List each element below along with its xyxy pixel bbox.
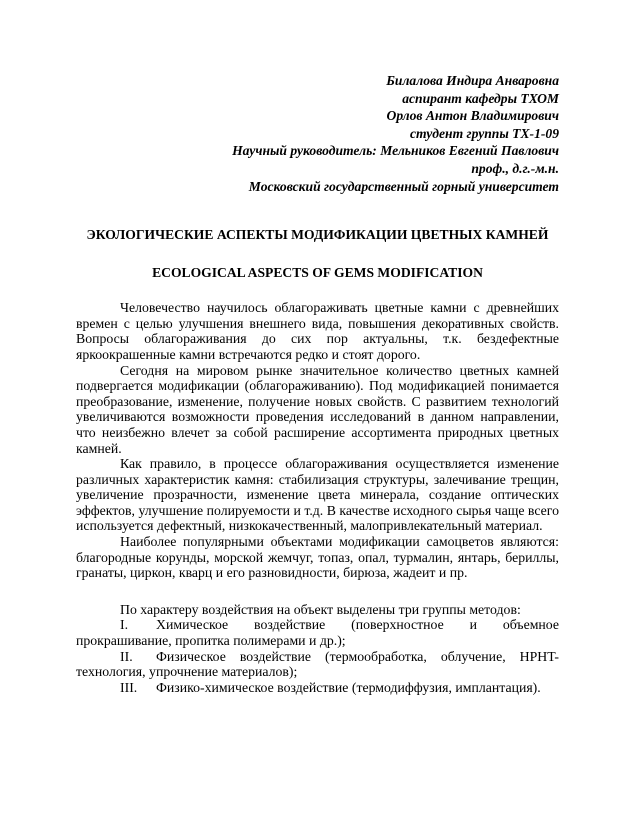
method-item — [76, 617, 559, 648]
method-item — [76, 649, 559, 680]
author-position: студент группы ТХ-1-09 — [410, 125, 559, 141]
title-russian: ЭКОЛОГИЧЕСКИЕ АСПЕКТЫ МОДИФИКАЦИИ ЦВЕТНЫХ КАМНЕЙ — [86, 227, 549, 243]
author-name: Билалова Индира Анваровна — [386, 73, 559, 88]
supervisor-name: Научный руководитель: Мельников Евгений Павлович — [232, 143, 559, 159]
method-number: II. — [120, 648, 133, 664]
author-position: аспирант кафедры ТХОМ — [402, 90, 559, 106]
title-english: ECOLOGICAL ASPECTS OF GEMS MODIFICATION — [152, 265, 483, 281]
method-number: III. — [120, 679, 138, 695]
methods-intro: По характеру воздействия на объект выделены три группы методов: — [120, 601, 521, 617]
method-text: Химическое воздействие (поверхностное и объемное прокрашивание, пропитка полимерами и др.); — [76, 617, 559, 649]
paragraph: Сегодня на мировом рынке значительное количество цветных камней подвергается модификации (облагораживанию). Под модификацией понимается преобразование, изменение, получение новых свойств. С развитием технологий увеличиваются возможности проведения исследований в данном направлении, что неизбежно влечет за собой расширение ассортимента природных цветных камней. — [76, 362, 559, 456]
paragraph-spacer — [76, 581, 559, 602]
author-name: Орлов Антон Владимирович — [386, 108, 559, 124]
method-text: Физическое воздействие (термообработка, облучение, HPHT-технология, упрочнение материалов); — [76, 648, 559, 680]
supervisor-degree: проф., д.г.-м.н. — [471, 160, 559, 176]
method-number: I. — [120, 617, 129, 633]
paragraph: Как правило, в процессе облагораживания осуществляется изменение различных характеристик камня: стабилизация структуры, залечивание трещин, увеличение прозрачности, изменение цвета минерала, создание оптических эффектов, улучшение полируемости и т.д. В качестве исходного сырья чаще всего используется дефектный, низкокачественный, малопривлекательный материал. — [76, 456, 559, 534]
paragraph: Человечество научилось облагораживать цветные камни с древнейших времен с целью улучшения внешнего вида, повышения декоративных свойств. Вопросы облагораживания до сих пор актуальны, т.к. бездефектные яркоокрашенные камни встречаются редко и стоят дорого. — [76, 300, 559, 362]
method-item — [76, 680, 559, 696]
paragraph: Наиболее популярными объектами модификации самоцветов являются: благородные корунды, морской жемчуг, топаз, опал, турмалин, янтарь, бериллы, гранаты, циркон, кварц и его разновидности, бирюза, жадеит и пр. — [76, 534, 559, 581]
author-block — [76, 72, 559, 195]
method-text: Физико-химическое воздействие (термодиффузия, имплантация). — [156, 679, 541, 695]
article-body — [76, 300, 559, 695]
affiliation: Московский государственный горный университет — [248, 178, 559, 194]
document-page — [76, 72, 559, 695]
